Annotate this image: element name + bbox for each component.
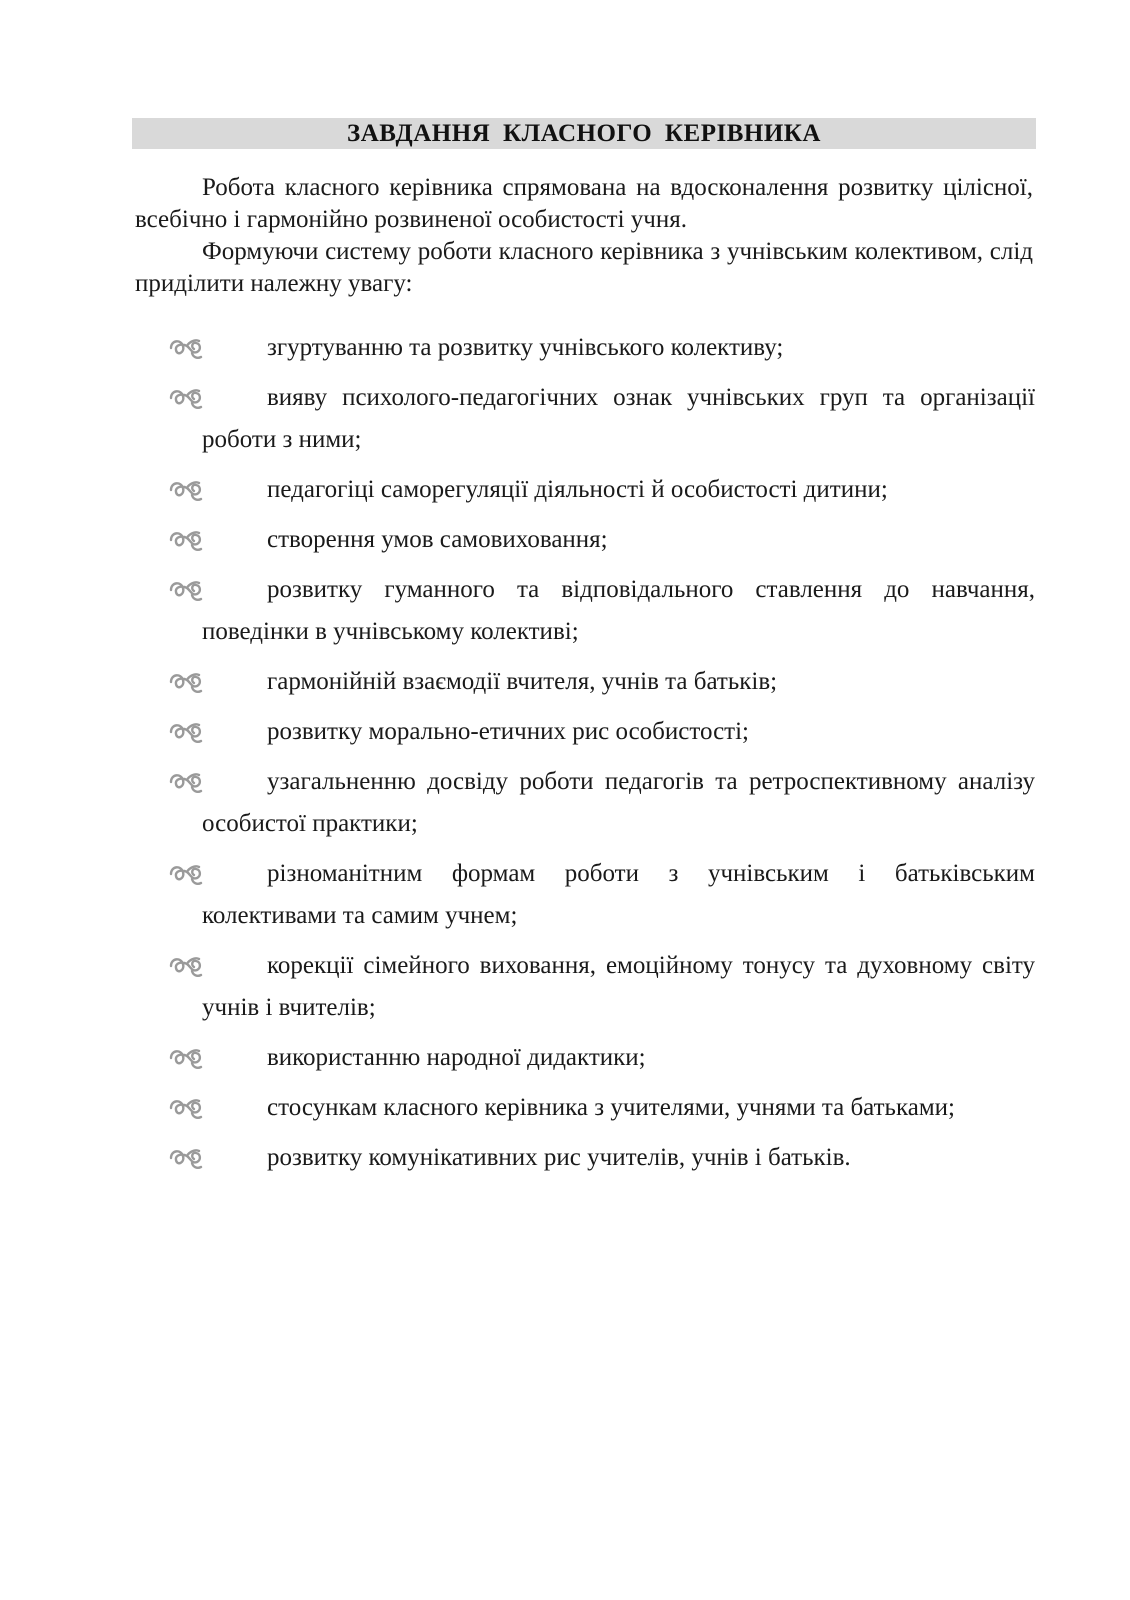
ornamental-bullet-icon bbox=[168, 576, 204, 604]
ornamental-bullet-icon bbox=[168, 860, 204, 888]
list-item bbox=[168, 519, 1035, 561]
ornamental-bullet-icon bbox=[168, 768, 204, 796]
list-item bbox=[168, 761, 1035, 845]
ornamental-bullet-icon bbox=[168, 526, 204, 554]
ornamental-bullet-icon bbox=[168, 476, 204, 504]
ornamental-bullet-icon bbox=[168, 384, 204, 412]
ornamental-bullet-icon bbox=[168, 668, 204, 696]
list-item bbox=[168, 1037, 1035, 1079]
list-item bbox=[168, 327, 1035, 369]
list-item bbox=[168, 1087, 1035, 1129]
list-item-text: педагогіці саморегуляції діяльності й особистості дитини; bbox=[267, 476, 888, 503]
list-item bbox=[168, 469, 1035, 511]
ornamental-bullet-icon bbox=[168, 1094, 204, 1122]
list-item bbox=[168, 945, 1035, 1029]
list-item-text: корекції сімейного виховання, емоційному тонусу та духовному світу учнів і вчителів; bbox=[202, 952, 1035, 1021]
list-item-text: створення умов самовиховання; bbox=[267, 526, 608, 553]
ornamental-bullet-icon bbox=[168, 1044, 204, 1072]
intro-paragraph: Формуючи систему роботи класного керівника з учнівським колективом, слід приділити належну увагу: bbox=[135, 238, 1033, 297]
list-item bbox=[168, 569, 1035, 653]
list-item-text: розвитку морально-етичних рис особистості; bbox=[267, 718, 749, 745]
list-item-text: різноманітним формам роботи з учнівським і батьківським колективами та самим учнем; bbox=[202, 860, 1035, 929]
list-item-text: розвитку гуманного та відповідального ставлення до навчання, поведінки в учнівському колективі; bbox=[202, 576, 1035, 645]
title-bar bbox=[132, 118, 1036, 149]
list-item-text: стосункам класного керівника з учителями, учнями та батьками; bbox=[267, 1094, 955, 1121]
list-item-text: узагальненню досвіду роботи педагогів та ретроспективному аналізу особистої практики; bbox=[202, 768, 1035, 837]
intro-paragraph: Робота класного керівника спрямована на вдосконалення розвитку цілісної, всебічно і гармонійно розвиненої особистості учня. bbox=[135, 174, 1033, 233]
list-item-text: гармонійній взаємодії вчителя, учнів та батьків; bbox=[267, 668, 778, 695]
list-item-text: згуртуванню та розвитку учнівського колективу; bbox=[267, 334, 784, 361]
intro-section bbox=[135, 172, 1033, 300]
ornamental-bullet-icon bbox=[168, 718, 204, 746]
list-item bbox=[168, 853, 1035, 937]
list-item-text: вияву психолого-педагогічних ознак учнівських груп та організації роботи з ними; bbox=[202, 384, 1035, 453]
list-item bbox=[168, 1137, 1035, 1179]
ornamental-bullet-icon bbox=[168, 952, 204, 980]
bullet-list bbox=[168, 327, 1035, 1187]
list-item bbox=[168, 661, 1035, 703]
page-title: ЗАВДАННЯ КЛАСНОГО КЕРІВНИКА bbox=[347, 119, 821, 147]
list-item-text: використанню народної дидактики; bbox=[267, 1044, 646, 1071]
ornamental-bullet-icon bbox=[168, 334, 204, 362]
list-item-text: розвитку комунікативних рис учителів, учнів і батьків. bbox=[267, 1144, 851, 1171]
ornamental-bullet-icon bbox=[168, 1144, 204, 1172]
list-item bbox=[168, 711, 1035, 753]
list-item bbox=[168, 377, 1035, 461]
